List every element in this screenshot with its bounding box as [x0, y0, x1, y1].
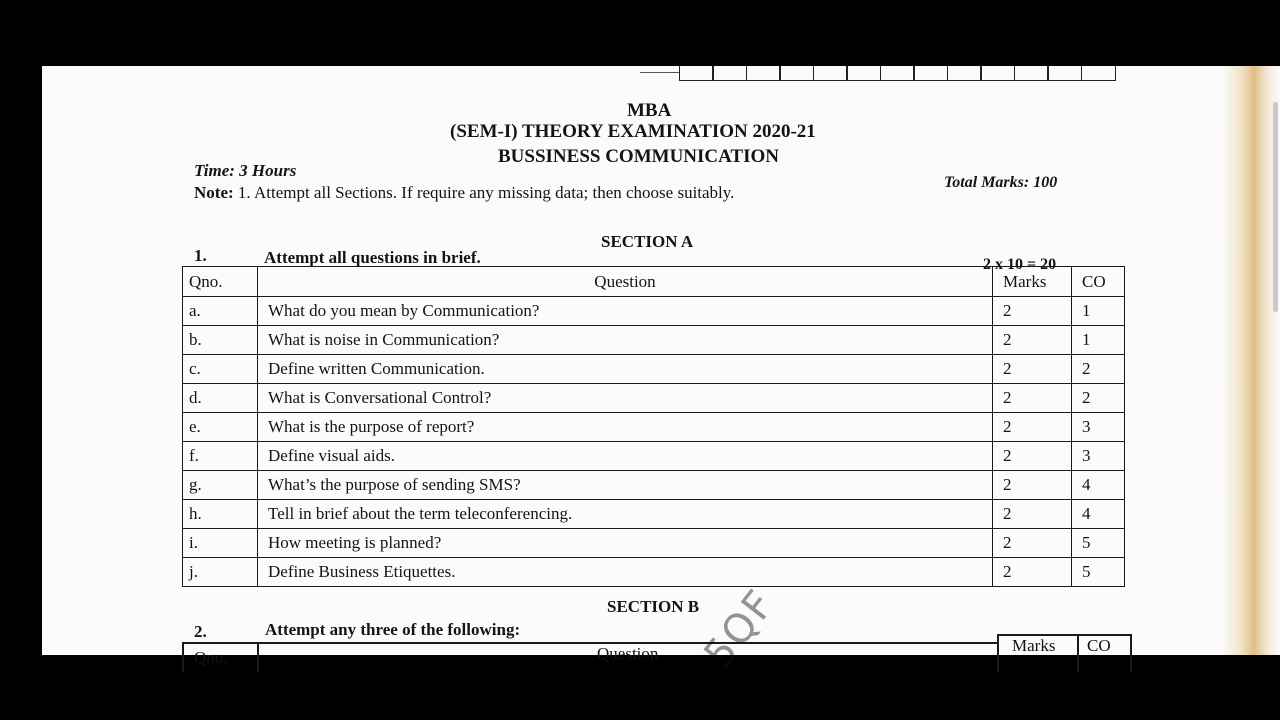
row-qno: a.: [183, 297, 258, 326]
row-co: 2: [1072, 355, 1125, 384]
row-co: 3: [1072, 413, 1125, 442]
row-question: Tell in brief about the term teleconferencing.: [258, 500, 993, 529]
row-co: 4: [1072, 500, 1125, 529]
note-text: 1. Attempt all Sections. If require any missing data; then choose suitably.: [237, 183, 735, 202]
row-co: 5: [1072, 558, 1125, 587]
table-row: [183, 442, 1125, 471]
row-co: 2: [1072, 384, 1125, 413]
row-marks: 2: [993, 442, 1072, 471]
row-question: What is Conversational Control?: [258, 384, 993, 413]
table-header-row: [183, 267, 1125, 297]
section-a-title: SECTION A: [601, 232, 694, 251]
subject-title: BUSSINESS COMMUNICATION: [498, 146, 780, 167]
scrollbar-thumb[interactable]: [1273, 102, 1278, 312]
table-row: [183, 297, 1125, 326]
row-marks: 2: [993, 326, 1072, 355]
row-qno: f.: [183, 442, 258, 471]
row-question: What is the purpose of report?: [258, 413, 993, 442]
row-qno: b.: [183, 326, 258, 355]
roll-number-boxes: [640, 66, 1116, 81]
table-row: [183, 529, 1125, 558]
section-b-instruction: [265, 620, 520, 640]
header-marks: Marks: [993, 267, 1072, 297]
watermark-stamp: 5QF: [695, 580, 785, 678]
row-marks: 2: [993, 529, 1072, 558]
row-qno: c.: [183, 355, 258, 384]
table-row: [183, 500, 1125, 529]
row-marks: 2: [993, 297, 1072, 326]
row-co: 1: [1072, 297, 1125, 326]
table-row: [183, 326, 1125, 355]
row-qno: d.: [183, 384, 258, 413]
section-b-header-marks: Marks: [1012, 636, 1056, 655]
row-marks: 2: [993, 355, 1072, 384]
row-qno: i.: [183, 529, 258, 558]
table-row: [183, 558, 1125, 587]
row-question: What’s the purpose of sending SMS?: [258, 471, 993, 500]
paper-stain: [1222, 66, 1280, 655]
table-row: [183, 471, 1125, 500]
program-title: MBA: [627, 100, 672, 121]
total-marks: Total Marks: 100: [944, 174, 1058, 191]
header-co: CO: [1072, 267, 1125, 297]
row-question: Define written Communication.: [258, 355, 993, 384]
section-a-marks-scheme: 2 x 10 = 20: [983, 256, 1057, 273]
section-a-instruction: Attempt all questions in brief.: [264, 248, 481, 267]
section-b-question-number: 2.: [194, 622, 207, 641]
section-a-question-number: 1.: [194, 246, 207, 265]
row-marks: 2: [993, 500, 1072, 529]
row-qno: h.: [183, 500, 258, 529]
section-b-instruction-text: Attempt any three of the following:: [265, 620, 521, 639]
row-qno: g.: [183, 471, 258, 500]
row-co: 1: [1072, 326, 1125, 355]
table-row: [183, 384, 1125, 413]
row-qno: e.: [183, 413, 258, 442]
row-question: What do you mean by Communication?: [258, 297, 993, 326]
section-b-header-question: Question: [597, 644, 659, 663]
header-question: Question: [258, 267, 993, 297]
section-a-table: [182, 266, 1125, 587]
note: [194, 183, 734, 203]
row-question: Define visual aids.: [258, 442, 993, 471]
row-co: 5: [1072, 529, 1125, 558]
row-question: Define Business Etiquettes.: [258, 558, 993, 587]
exam-title: (SEM-I) THEORY EXAMINATION 2020-21: [450, 121, 816, 142]
row-marks: 2: [993, 384, 1072, 413]
row-marks: 2: [993, 558, 1072, 587]
row-marks: 2: [993, 413, 1072, 442]
section-b-title: SECTION B: [607, 597, 700, 616]
row-question: How meeting is planned?: [258, 529, 993, 558]
time-allowed: Time: 3 Hours: [194, 161, 297, 180]
table-row: [183, 355, 1125, 384]
row-qno: j.: [183, 558, 258, 587]
section-b-header-co: CO: [1087, 636, 1111, 655]
header-qno: Qno.: [183, 267, 258, 297]
row-question: What is noise in Communication?: [258, 326, 993, 355]
row-co: 4: [1072, 471, 1125, 500]
exam-paper: [42, 66, 1280, 678]
section-b-table: [182, 636, 1132, 672]
note-label: Note:: [194, 183, 234, 202]
section-b-header-qno: Qno.: [194, 648, 228, 667]
row-co: 3: [1072, 442, 1125, 471]
row-marks: 2: [993, 471, 1072, 500]
table-row: [183, 413, 1125, 442]
